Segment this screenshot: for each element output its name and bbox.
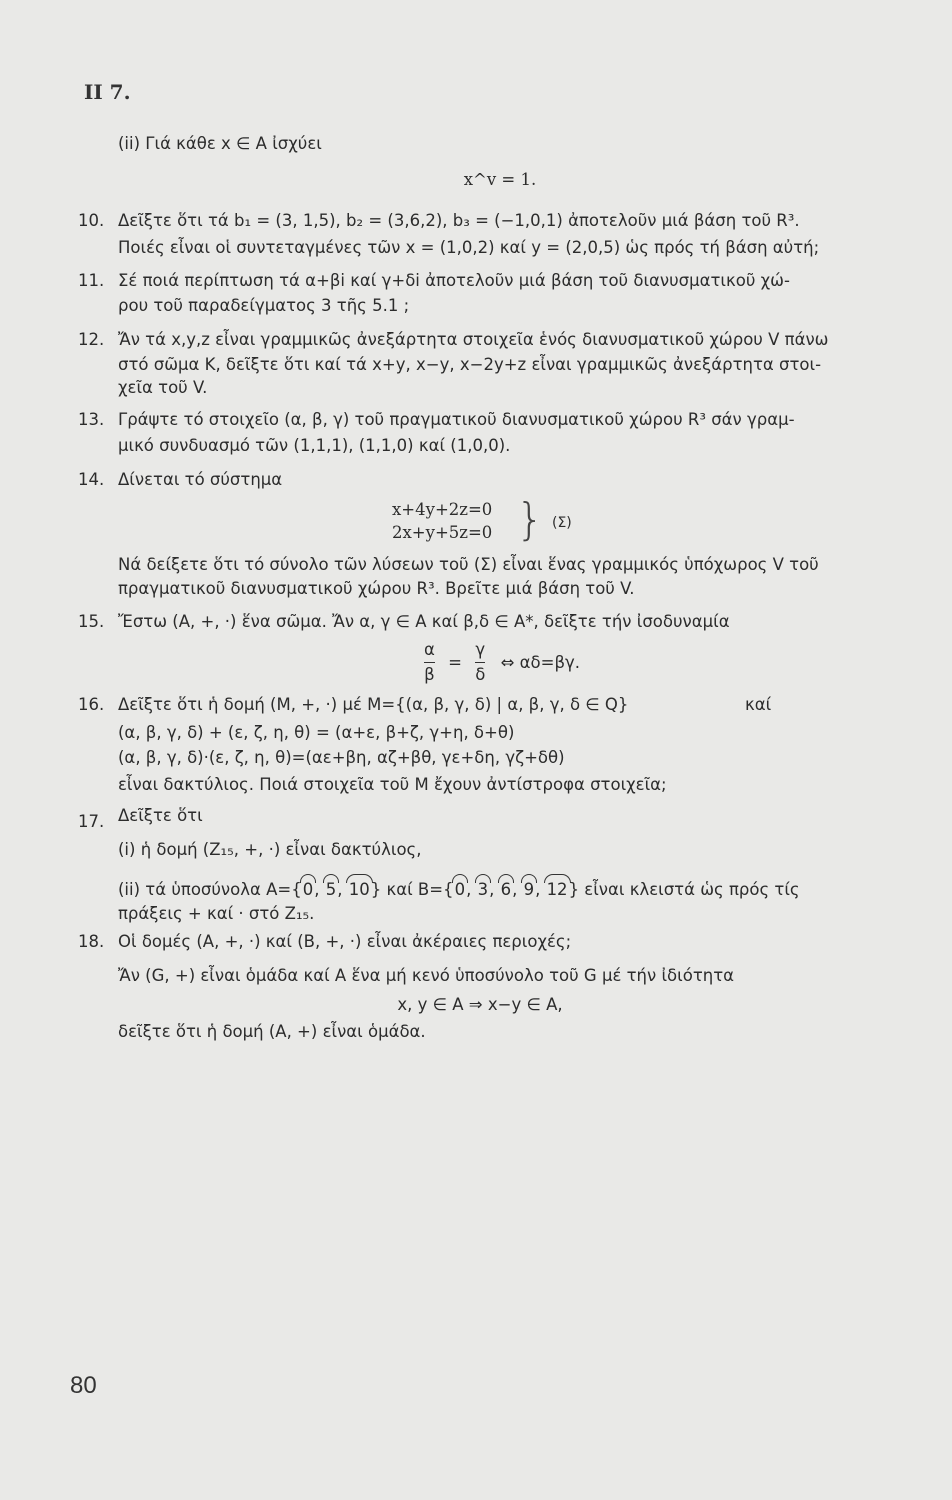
item-16-line-4: εἶναι δακτύλιος. Ποιά στοιχεῖα τοῦ M ἔχουν ἀντίστροφα στοιχεῖα; (118, 775, 667, 794)
chapter-header: II 7. (84, 80, 131, 104)
residue-class: 5 (325, 880, 337, 899)
fraction-alpha-beta (424, 640, 435, 685)
item-14-line-1: Δίνεται τό σύστημα (118, 470, 283, 489)
residue-class: 12 (546, 880, 568, 899)
item-ii-formula: x^v = 1. (463, 170, 537, 189)
item-16-line-3: (α, β, γ, δ)·(ε, ζ, η, θ)=(αε+βη, αζ+βθ, γε+δη, γζ+δθ) (118, 748, 565, 767)
page-number: 80 (70, 1372, 97, 1399)
item-12-line-1: Ἄν τά x,y,z εἶναι γραμμικῶς ἀνεξάρτητα στοιχεῖα ἑνός διανυσματικοῦ χώρου V πάνω (118, 330, 829, 349)
part-ii-prefix: (ii) τά ὑποσύνολα A={ (118, 880, 302, 899)
item-number: 13. (78, 410, 105, 429)
item-number: 16. (78, 695, 105, 714)
system-label: (Σ) (552, 515, 572, 531)
residue-class: 0 (454, 880, 466, 899)
equals-sign: = (448, 653, 462, 672)
fraction-denominator: δ (475, 665, 486, 684)
item-12-line-3: χεῖα τοῦ V. (118, 378, 208, 397)
residue-class: 6 (500, 880, 512, 899)
brace-icon: } (516, 494, 544, 545)
item-10-line-1: Δεῖξτε ὅτι τά b₁ = (3, 1,5), b₂ = (3,6,2), b₃ = (−1,0,1) ἀποτελοῦν μιά βάση τοῦ R³. (118, 211, 800, 230)
item-12-line-2: στό σῶμα K, δεῖξτε ὅτι καί τά x+y, x−y, x−2y+z εἶναι γραμμικῶς ἀνεξάρτητα στοι- (118, 355, 822, 374)
fraction-gamma-delta (475, 640, 485, 685)
item-13-line-1: Γράψτε τό στοιχεῖο (α, β, γ) τοῦ πραγματικοῦ διανυσματικοῦ χώρου R³ σάν γραμ- (118, 410, 795, 429)
item-10-line-2: Ποιές εἶναι οἱ συντεταγμένες τῶν x = (1,0,2) καί y = (2,0,5) ὡς πρός τή βάση αὐτή; (118, 238, 820, 257)
item-14-line-2: Νά δείξετε ὅτι τό σύνολο τῶν λύσεων τοῦ (Σ) εἶναι ἕνας γραμμικός ὑπόχωρος V τοῦ (118, 555, 819, 574)
item-19-line-2: x, y ∈ A ⇒ x−y ∈ A, (397, 995, 563, 1014)
item-16-line-1-and: καί (745, 695, 772, 714)
equivalence-tail: ⇔ αδ=βγ. (500, 653, 580, 672)
fraction-numerator: γ (475, 640, 486, 659)
item-19-line-1: Ἄν (G, +) εἶναι ὁμάδα καί A ἕνα μή κενό ὑποσύνολο τοῦ G μέ τήν ἰδιότητα (118, 966, 735, 985)
item-16-line-2: (α, β, γ, δ) + (ε, ζ, η, θ) = (α+ε, β+ζ, γ+η, δ+θ) (118, 723, 515, 742)
fraction-numerator: α (424, 640, 435, 659)
item-17-part-i: (i) ἡ δομή (Z₁₅, +, ·) εἶναι δακτύλιος, (118, 840, 422, 859)
equation-1: x+4y+2z=0 (392, 500, 493, 519)
item-number: 17. (78, 812, 105, 831)
item-19-line-3: δεῖξτε ὅτι ἡ δομή (A, +) εἶναι ὁμάδα. (118, 1022, 426, 1041)
item-16-line-1: Δεῖξτε ὅτι ἡ δομή (M, +, ·) μέ M={(α, β, γ, δ) | α, β, γ, δ ∈ Q} (118, 695, 629, 714)
residue-class: 3 (477, 880, 489, 899)
item-17-part-ii-line-2: πράξεις + καί · στό Z₁₅. (118, 904, 315, 923)
item-number: 10. (78, 211, 105, 230)
item-number: 18. (78, 932, 105, 951)
fraction-denominator: β (424, 665, 435, 684)
item-number: 12. (78, 330, 105, 349)
residue-class: 9 (523, 880, 535, 899)
item-17-part-ii: (ii) τά ὑποσύνολα A={0, 5, 10} καί B={0, 3, 6, 9, 12} εἶναι κλειστά ὡς πρός τίς (118, 880, 800, 899)
item-18-line-1: Οἱ δομές (A, +, ·) καί (B, +, ·) εἶναι ἀκέραιες περιοχές; (118, 932, 572, 951)
item-17-line-1: Δεῖξτε ὅτι (118, 806, 203, 825)
item-13-line-2: μικό συνδυασμό τῶν (1,1,1), (1,1,0) καί (1,0,0). (118, 436, 511, 455)
equivalence-formula (424, 640, 580, 685)
fraction-bar (424, 662, 435, 663)
part-ii-suffix: } εἶναι κλειστά ὡς πρός τίς (568, 880, 800, 899)
residue-class: 0 (302, 880, 314, 899)
item-14-line-3: πραγματικοῦ διανυσματικοῦ χώρου R³. Βρεῖτε μιά βάση τοῦ V. (118, 579, 635, 598)
item-number: 14. (78, 470, 105, 489)
fraction-bar (475, 662, 485, 663)
item-number: 11. (78, 271, 105, 290)
item-number: 15. (78, 612, 105, 631)
residue-class: 10 (348, 880, 370, 899)
item-15-line-1: Ἔστω (A, +, ·) ἕνα σῶμα. Ἄν α, γ ∈ A καί β,δ ∈ A*, δεῖξτε τήν ἰσοδυναμία (118, 612, 730, 631)
item-ii-line: (ii) Γιά κάθε x ∈ A ἰσχύει (118, 134, 322, 153)
equation-2: 2x+y+5z=0 (392, 523, 493, 542)
part-ii-middle: } καί B={ (370, 880, 454, 899)
item-11-line-2: ρου τοῦ παραδείγματος 3 τῆς 5.1 ; (118, 296, 410, 315)
item-11-line-1: Σέ ποιά περίπτωση τά α+βi καί γ+δi ἀποτελοῦν μιά βάση τοῦ διανυσματικοῦ χώ- (118, 271, 790, 290)
